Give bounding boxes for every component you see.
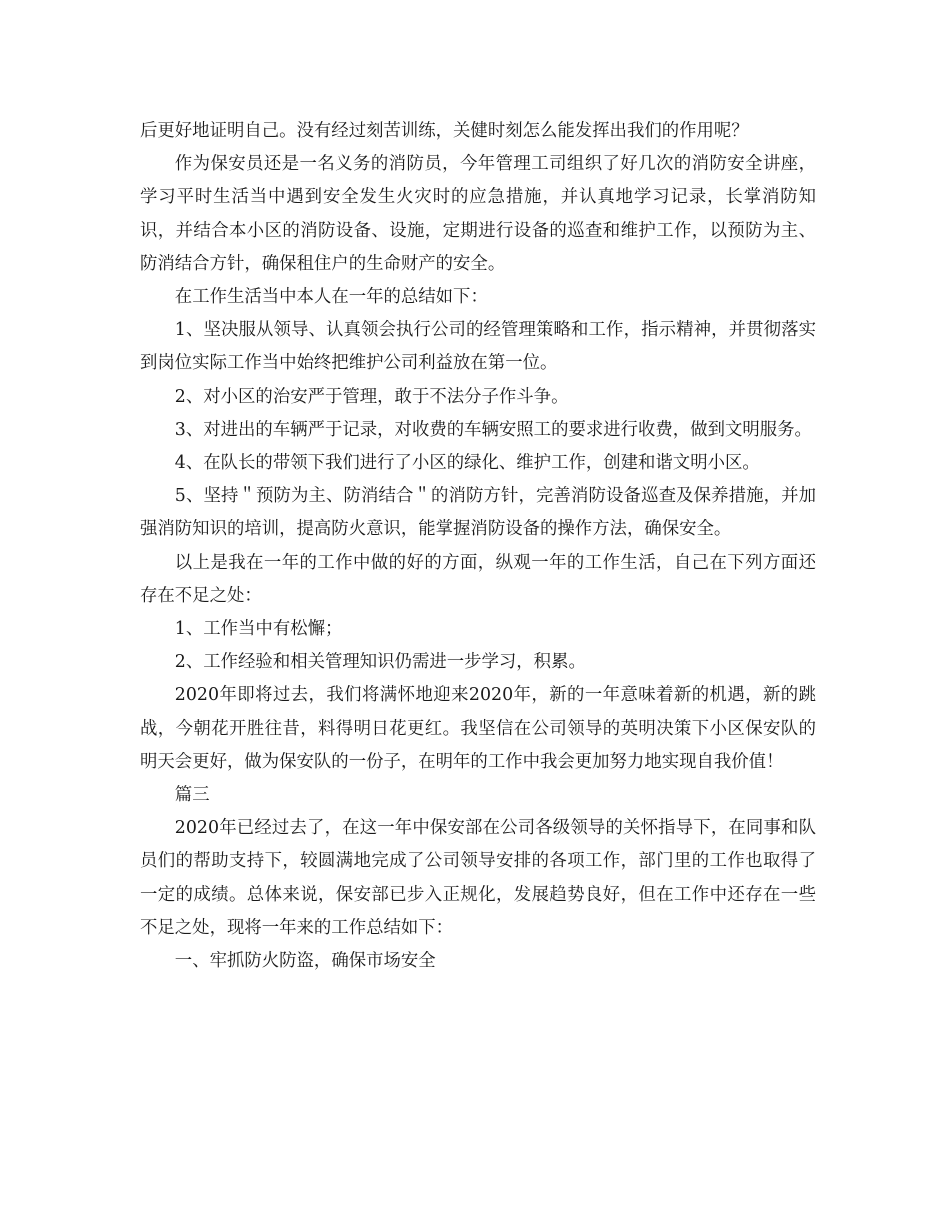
- paragraph: 1、坚决服从领导、认真领会执行公司的经管理策略和工作，指示精神，并贯彻落实到岗位实际工作当中始终把维护公司利益放在第一位。: [140, 320, 816, 374]
- paragraph: 一、牢抓防火防盗，确保市场安全: [174, 951, 436, 972]
- paragraph: 篇三: [174, 785, 210, 806]
- paragraph: 3、对进出的车辆严于记录，对收费的车辆安照工的要求进行收费，做到文明服务。: [174, 419, 812, 440]
- paragraph: 后更好地证明自己。没有经过刻苦训练，关健时刻怎么能发挥出我们的作用呢？: [140, 121, 749, 141]
- paragraph: 5、坚持＂预防为主、防消结合＂的消防方针，完善消防设备巡查及保养措施，并加强消防知识的培训，提高防火意识，能掌握消防设备的操作方法，确保安全。: [140, 486, 816, 540]
- paragraph: 4、在队长的带领下我们进行了小区的绿化、维护工作，创建和谐文明小区。: [174, 453, 760, 474]
- paragraph: 2020年即将过去，我们将满怀地迎来2020年，新的一年意味着新的机遇，新的跳战，今朝花开胜往昔，料得明日花更红。我坚信在公司领导的英明决策下小区保安队的明天会更好，做为保安队的一份子，在明年的工作中我会更加努力地实现自我价值！: [140, 685, 816, 772]
- paragraph: 作为保安员还是一名义务的消防员，今年管理工司组织了好几次的消防安全讲座，学习平时生活当中遇到安全发生火灾时的应急措施，并认真地学习记录，长掌消防知识，并结合本小区的消防设备、设施，定期进行设备的巡查和维护工作，以预防为主、防消结合方针，确保租住户的生命财产的安全。: [140, 154, 816, 274]
- paragraph: 以上是我在一年的工作中做的好的方面，纵观一年的工作生活，自己在下列方面还存在不足之处：: [140, 552, 816, 606]
- paragraph: 2、对小区的治安严于管理，敢于不法分子作斗争。: [174, 386, 569, 407]
- paragraph: 2020年已经过去了，在这一年中保安部在公司各级领导的关怀指导下，在同事和队员们的帮助支持下，较圆满地完成了公司领导安排的各项工作，部门里的工作也取得了一定的成绩。总体来说，保安部已步入正规化，发展趋势良好，但在工作中还存在一些不足之处，现将一年来的工作总结如下：: [140, 818, 816, 938]
- paragraph: 2、工作经验和相关管理知识仍需进一步学习，积累。: [174, 652, 586, 673]
- paragraph: 在工作生活当中本人在一年的总结如下：: [174, 287, 488, 308]
- paragraph: 1、工作当中有松懈；: [174, 619, 343, 640]
- document-body: [140, 115, 816, 978]
